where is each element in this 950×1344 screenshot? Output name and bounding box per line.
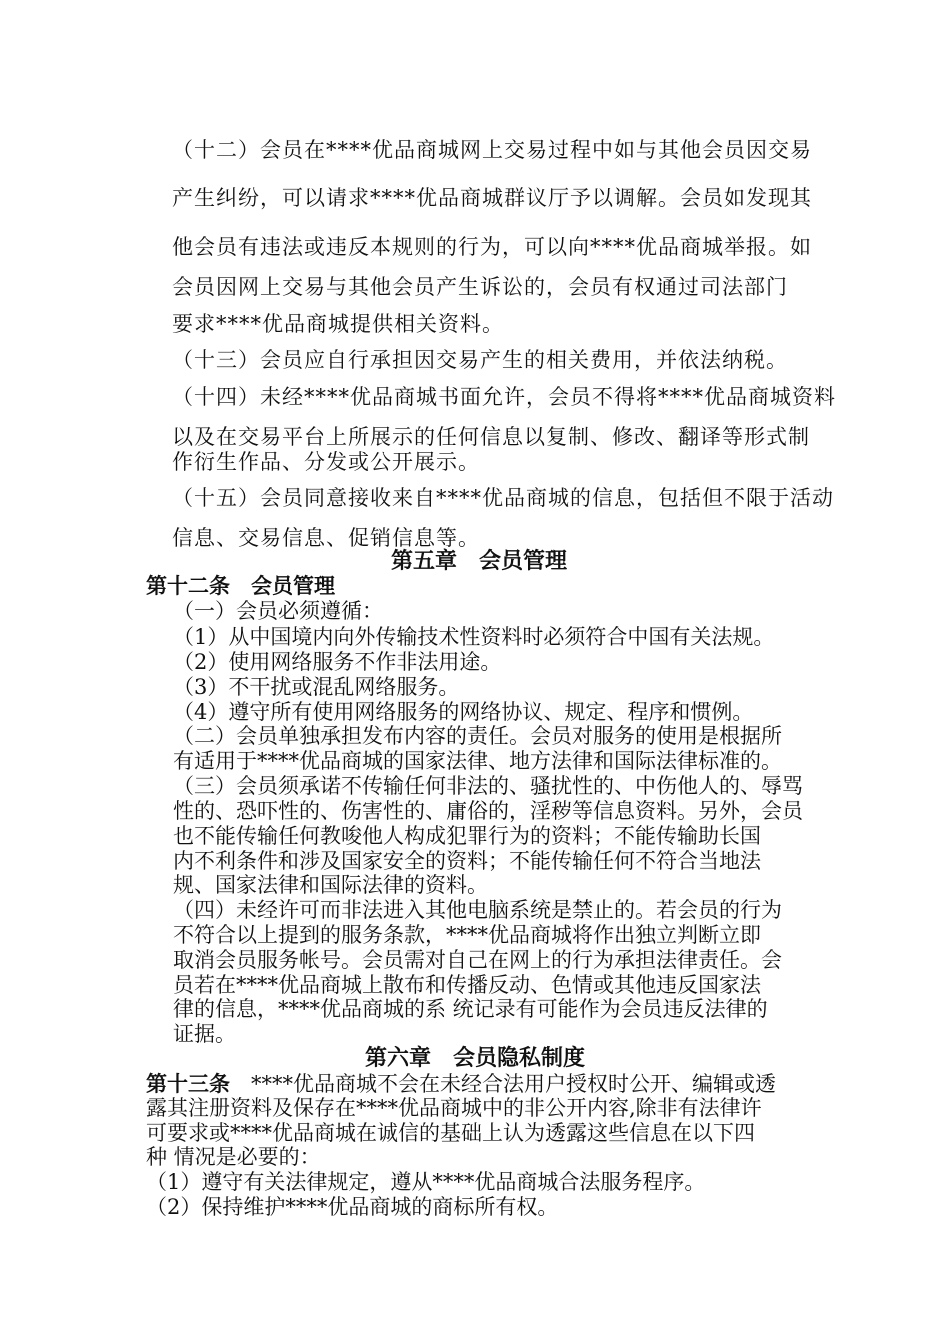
paragraph-line: （十二）会员在****优品商城网上交易过程中如与其他会员因交易 [172,138,812,162]
paragraph-line: （四）未经许可而非法进入其他电脑系统是禁止的。若会员的行为 [173,898,782,922]
paragraph-line: （1）遵守有关法律规定，遵从****优品商城合法服务程序。 [146,1170,706,1194]
paragraph-line: 作衍生作品、分发或公开展示。 [172,450,480,474]
paragraph-line: 性的、恐吓性的、伤害性的、庸俗的，淫秽等信息资料。另外，会员 [173,799,803,823]
paragraph-line: （二）会员单独承担发布内容的责任。会员对服务的使用是根据所 [173,724,782,748]
article-13-text: ****优品商城不会在未经合法用户授权时公开、编辑或透 [230,1072,776,1096]
paragraph-line: 取消会员服务帐号。会员需对自己在网上的行为承担法律责任。会 [173,948,782,972]
paragraph-line: （2）使用网络服务不作非法用途。 [173,650,502,674]
paragraph-line: 可要求或****优品商城在诚信的基础上认为透露这些信息在以下四 [146,1121,755,1145]
paragraph-line: 会员因网上交易与其他会员产生诉讼的，会员有权通过司法部门 [172,275,788,299]
paragraph-line: 内不利条件和涉及国家安全的资料；不能传输任何不符合当地法 [173,849,761,873]
paragraph-line: 不符合以上提到的服务条款，****优品商城将作出独立判断立即 [173,923,761,947]
paragraph-line: （十四）未经****优品商城书面允许，会员不得将****优品商城资料 [172,385,836,409]
article-12-title: 第十二条 会员管理 [146,573,335,598]
chapter-5-title: 第五章 会员管理 [390,548,567,574]
paragraph-line: 员若在****优品商城上散布和传播反动、色情或其他违反国家法 [173,973,761,997]
paragraph-line: 他会员有违法或违反本规则的行为，可以向****优品商城举报。如 [172,235,812,259]
paragraph-line: （十五）会员同意接收来自****优品商城的信息，包括但不限于活动 [172,486,834,510]
paragraph-line: （十三）会员应自行承担因交易产生的相关费用，并依法纳税。 [172,348,788,372]
paragraph-line: （2）保持维护****优品商城的商标所有权。 [146,1195,559,1219]
paragraph-line: 种 情况是必要的： [146,1145,321,1169]
paragraph-line: 要求****优品商城提供相关资料。 [172,312,504,336]
chapter-6-title: 第六章 会员隐私制度 [364,1045,585,1071]
paragraph-line: （3）不干扰或混乱网络服务。 [173,675,460,699]
paragraph-line: 规、国家法律和国际法律的资料。 [173,873,488,897]
paragraph-line: （4）遵守所有使用网络服务的网络协议、规定、程序和惯例。 [173,700,754,724]
paragraph-line: 露其注册资料及保存在****优品商城中的非公开内容,除非有法律许 [146,1096,762,1120]
paragraph-line: 有适用于****优品商城的国家法律、地方法律和国际法律标准的。 [173,749,782,773]
paragraph-line: 证据。 [173,1022,236,1046]
paragraph-line: （三）会员须承诺不传输任何非法的、骚扰性的、中伤他人的、辱骂 [173,774,803,798]
paragraph-line: 信息、交易信息、促销信息等。 [172,526,480,550]
paragraph-line: （1）从中国境内向外传输技术性资料时必须符合中国有关法规。 [173,625,775,649]
article-13-label: 第十三条 [146,1071,230,1096]
article-13-first-line [146,1073,776,1095]
paragraph-line: 产生纠纷，可以请求****优品商城群议厅予以调解。会员如发现其 [172,186,812,210]
paragraph-line: 律的信息，****优品商城的系 统记录有可能作为会员违反法律的 [173,997,768,1021]
paragraph-line: 也不能传输任何教唆他人构成犯罪行为的资料；不能传输助长国 [173,824,761,848]
paragraph-line: 以及在交易平台上所展示的任何信息以复制、修改、翻译等形式制 [172,425,810,449]
paragraph-line: （一）会员必须遵循： [173,599,383,623]
